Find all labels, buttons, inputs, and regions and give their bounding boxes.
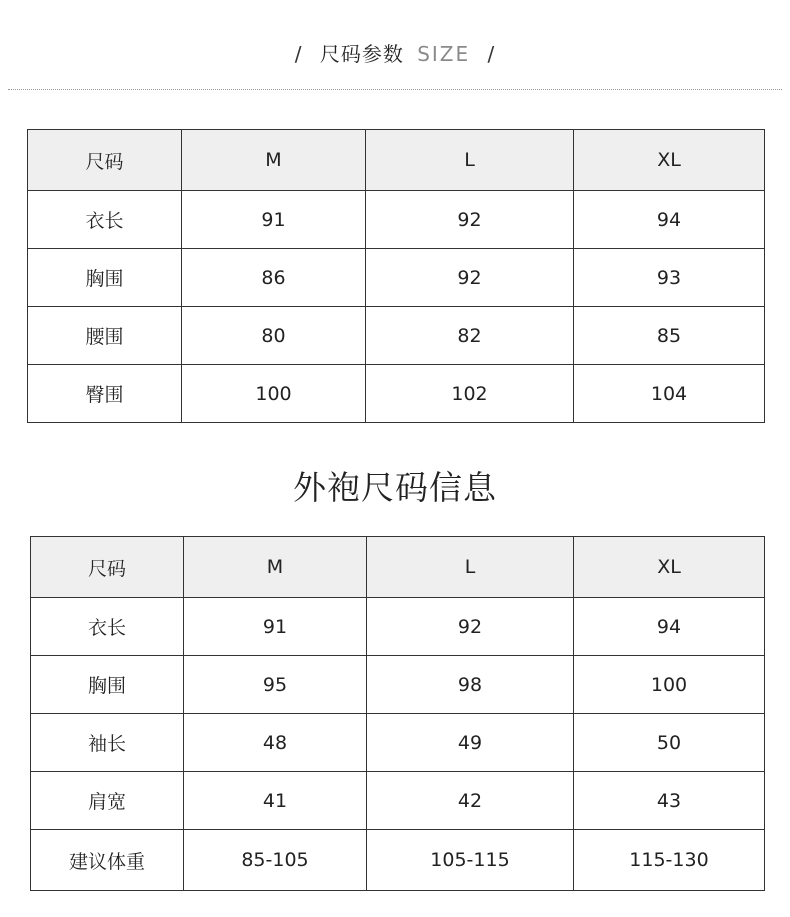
table-cell: 94 bbox=[574, 598, 765, 656]
table-cell: 41 bbox=[184, 772, 367, 830]
section-title: 外袍尺码信息 bbox=[293, 468, 497, 507]
header-title-cn: 尺码参数 bbox=[319, 42, 404, 66]
size-table-1 bbox=[27, 129, 765, 423]
table-header-row bbox=[28, 130, 765, 191]
header-cell: M bbox=[184, 537, 367, 598]
table-row bbox=[31, 772, 765, 830]
row-label: 腰围 bbox=[28, 307, 182, 365]
table-cell: 43 bbox=[574, 772, 765, 830]
table-row bbox=[31, 714, 765, 772]
table-cell: 49 bbox=[367, 714, 574, 772]
row-label: 胸围 bbox=[31, 656, 184, 714]
row-label: 衣长 bbox=[31, 598, 184, 656]
table-cell: 105-115 bbox=[367, 830, 574, 891]
table-cell: 102 bbox=[366, 365, 574, 423]
table-cell: 48 bbox=[184, 714, 367, 772]
table-cell: 91 bbox=[182, 191, 366, 249]
table-row bbox=[28, 307, 765, 365]
table-row bbox=[31, 656, 765, 714]
header-slash-right: / bbox=[487, 42, 496, 66]
table-row bbox=[28, 191, 765, 249]
table-cell: 92 bbox=[366, 191, 574, 249]
table-cell: 98 bbox=[367, 656, 574, 714]
table-row bbox=[31, 830, 765, 891]
table-cell: 91 bbox=[184, 598, 367, 656]
table-cell: 92 bbox=[367, 598, 574, 656]
row-label: 胸围 bbox=[28, 249, 182, 307]
header-cell: 尺码 bbox=[31, 537, 184, 598]
table-cell: 94 bbox=[574, 191, 765, 249]
table-cell: 115-130 bbox=[574, 830, 765, 891]
header-cell: L bbox=[366, 130, 574, 191]
header-title-en: SIZE bbox=[417, 42, 471, 66]
table-cell: 85-105 bbox=[184, 830, 367, 891]
size-table-2 bbox=[30, 536, 765, 891]
table-cell: 100 bbox=[574, 656, 765, 714]
dotted-divider bbox=[8, 89, 782, 90]
table-cell: 50 bbox=[574, 714, 765, 772]
table-row bbox=[28, 249, 765, 307]
header-slash-left: / bbox=[294, 42, 303, 66]
header-cell: 尺码 bbox=[28, 130, 182, 191]
row-label: 建议体重 bbox=[31, 830, 184, 891]
table-cell: 80 bbox=[182, 307, 366, 365]
header-cell: M bbox=[182, 130, 366, 191]
table-cell: 92 bbox=[366, 249, 574, 307]
row-label: 衣长 bbox=[28, 191, 182, 249]
table-cell: 100 bbox=[182, 365, 366, 423]
row-label: 臀围 bbox=[28, 365, 182, 423]
table-cell: 86 bbox=[182, 249, 366, 307]
table-row bbox=[28, 365, 765, 423]
header-cell: L bbox=[367, 537, 574, 598]
table-cell: 93 bbox=[574, 249, 765, 307]
table-row bbox=[31, 598, 765, 656]
table-cell: 42 bbox=[367, 772, 574, 830]
table-cell: 85 bbox=[574, 307, 765, 365]
size-header bbox=[0, 38, 790, 67]
table-cell: 95 bbox=[184, 656, 367, 714]
row-label: 袖长 bbox=[31, 714, 184, 772]
row-label: 肩宽 bbox=[31, 772, 184, 830]
table-header-row bbox=[31, 537, 765, 598]
table-cell: 104 bbox=[574, 365, 765, 423]
header-cell: XL bbox=[574, 537, 765, 598]
header-cell: XL bbox=[574, 130, 765, 191]
table-cell: 82 bbox=[366, 307, 574, 365]
